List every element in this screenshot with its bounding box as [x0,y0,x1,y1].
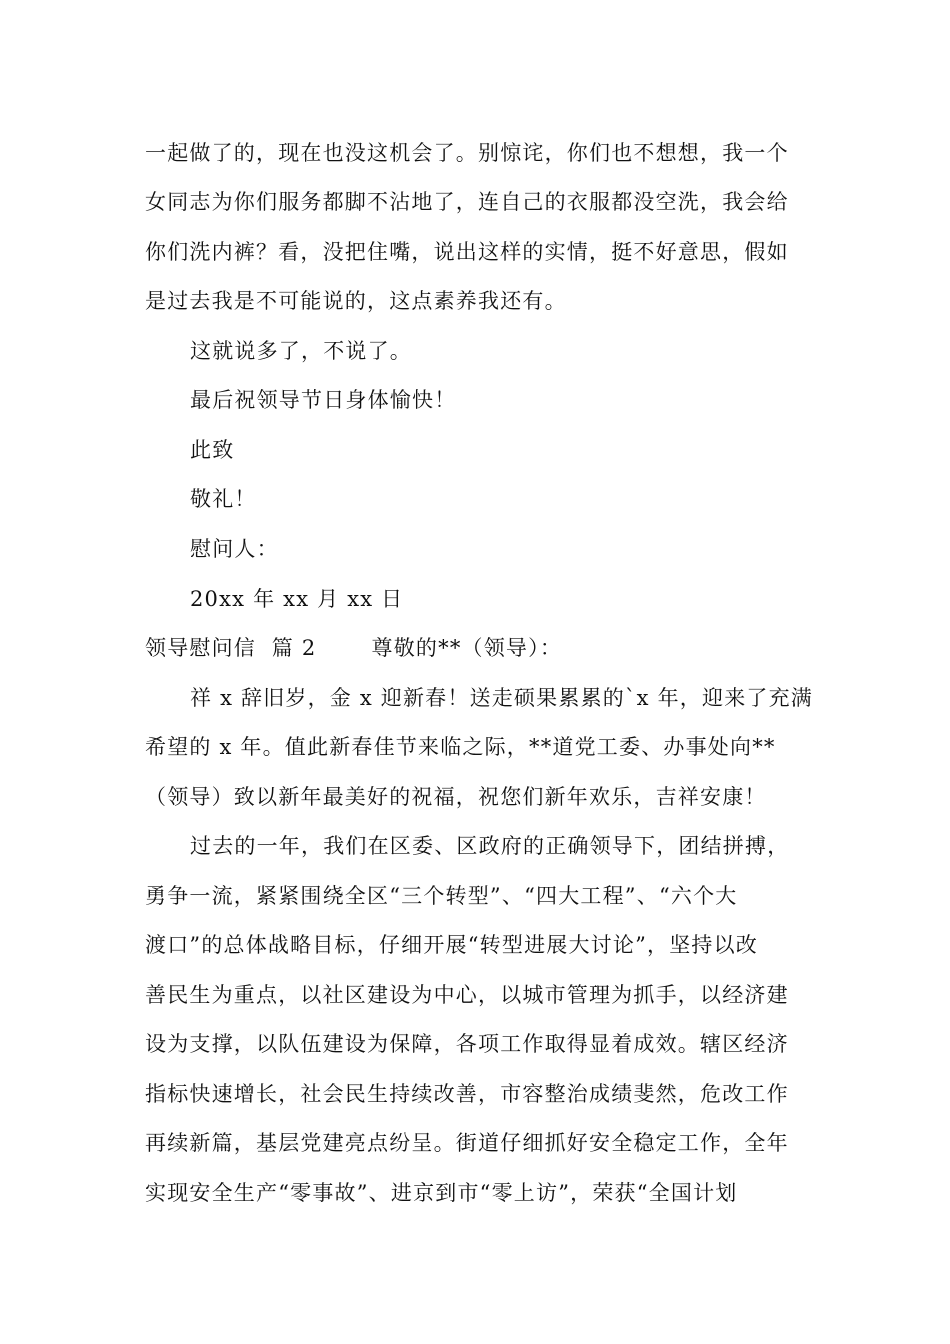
text-line: 是过去我是不可能说的，这点素养我还有。 [145,289,567,313]
text-line: 最后祝领导节日身体愉快！ [190,388,457,412]
text-line: （领导）致以新年最美好的祝福，祝您们新年欢乐，吉祥安康！ [145,785,767,809]
signature-label: 慰问人： [190,537,279,561]
text-line: 指标快速增长，社会民生持续改善，市容整治成绩斐然，危改工作 [145,1082,789,1106]
text-line: 女同志为你们服务都脚不沾地了，连自己的衣服都没空洗，我会给 [145,190,789,214]
closing-phrase: 此致 [190,438,235,462]
text-line: 一起做了的，现在也没这机会了。别惊诧，你们也不想想，我一个 [145,141,789,165]
text-line: 渡口”的总体战略目标，仔细开展“转型进展大讨论”，坚持以改 [145,933,759,957]
section-heading: 领导慰问信 篇 2 尊敬的**（领导）： [145,636,563,660]
text-line: 这就说多了，不说了。 [190,339,412,363]
text-line: 勇争一流，紧紧围绕全区“三个转型”、“四大工程”、“六个大 [145,884,738,908]
text-line: 善民生为重点，以社区建设为中心，以城市管理为抓手，以经济建 [145,983,789,1007]
text-line: 过去的一年，我们在区委、区政府的正确领导下，团结拼搏， [190,834,790,858]
text-line: 祥 x 辞旧岁，金 x 迎新春！送走硕果累累的`x 年，迎来了充满 [190,686,814,710]
closing-salute: 敬礼！ [190,487,257,511]
text-line: 希望的 x 年。值此新春佳节来临之际，**道党工委、办事处向** [145,735,776,759]
text-line: 你们洗内裤？看，没把住嘴，说出这样的实情，挺不好意思，假如 [145,240,789,264]
text-line: 设为支撑，以队伍建设为保障，各项工作取得显着成效。辖区经济 [145,1032,789,1056]
text-line: 再续新篇，基层党建亮点纷呈。街道仔细抓好安全稳定工作，全年 [145,1131,789,1155]
text-line: 实现安全生产“零事故”、进京到市“零上访”，荣获“全国计划 [145,1181,738,1205]
date-line: 20xx 年 xx 月 xx 日 [190,587,404,611]
